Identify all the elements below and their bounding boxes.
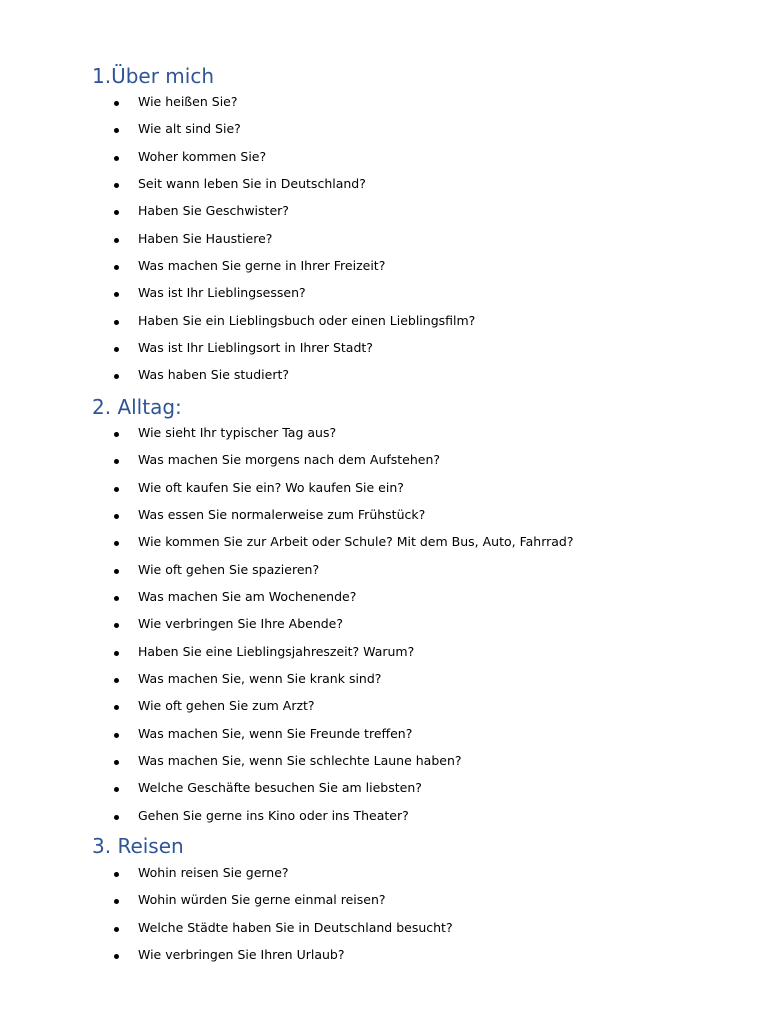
question-text: Wohin reisen Sie gerne? xyxy=(138,865,289,880)
bullet-icon xyxy=(114,374,119,379)
bullet-icon xyxy=(114,347,119,352)
bullet-icon xyxy=(114,320,119,325)
question-text: Welche Geschäfte besuchen Sie am liebsten? xyxy=(138,780,422,796)
question-text: Was essen Sie normalerweise zum Frühstück? xyxy=(138,507,426,523)
question-list xyxy=(92,425,732,839)
bullet-icon xyxy=(114,927,119,932)
section-heading: 2. Alltag: xyxy=(92,395,182,419)
question-text: Was ist Ihr Lieblingsessen? xyxy=(138,285,306,301)
question-text: Wie oft gehen Sie zum Arzt? xyxy=(138,698,315,714)
bullet-icon xyxy=(114,487,119,492)
bullet-icon xyxy=(114,899,119,904)
bullet-icon xyxy=(114,156,119,161)
question-text: Wohin würden Sie gerne einmal reisen? xyxy=(138,892,386,908)
question-list xyxy=(92,865,732,978)
section-ueber-mich xyxy=(92,66,732,399)
list-item xyxy=(92,367,732,398)
question-text: Wie kommen Sie zur Arbeit oder Schule? Mit dem Bus, Auto, Fahrrad? xyxy=(138,534,574,550)
bullet-icon xyxy=(114,128,119,133)
question-text: Haben Sie Haustiere? xyxy=(138,230,273,246)
bullet-icon xyxy=(114,678,119,683)
question-text: Was machen Sie am Wochenende? xyxy=(138,589,357,605)
question-text: Wie oft kaufen Sie ein? Wo kaufen Sie ein? xyxy=(138,479,404,495)
section-alltag xyxy=(92,397,732,839)
bullet-icon xyxy=(114,787,119,792)
bullet-icon xyxy=(114,651,119,656)
question-text: Haben Sie ein Lieblingsbuch oder einen Lieblingsfilm? xyxy=(138,312,476,328)
bullet-icon xyxy=(114,815,119,820)
bullet-icon xyxy=(114,569,119,574)
question-text: Wie sieht Ihr typischer Tag aus? xyxy=(138,425,337,440)
question-text: Was machen Sie, wenn Sie krank sind? xyxy=(138,671,382,687)
question-text: Was machen Sie, wenn Sie Freunde treffen? xyxy=(138,725,413,741)
bullet-icon xyxy=(114,238,119,243)
bullet-icon xyxy=(114,733,119,738)
question-text: Was machen Sie morgens nach dem Aufstehen? xyxy=(138,452,441,468)
section-heading: 1.Über mich xyxy=(92,64,215,88)
question-text: Haben Sie Geschwister? xyxy=(138,203,289,219)
bullet-icon xyxy=(114,596,119,601)
bullet-icon xyxy=(114,459,119,464)
question-text: Seit wann leben Sie in Deutschland? xyxy=(138,176,366,192)
question-text: Gehen Sie gerne ins Kino oder ins Theater? xyxy=(138,807,409,823)
question-text: Was machen Sie gerne in Ihrer Freizeit? xyxy=(138,258,386,274)
bullet-icon xyxy=(114,292,119,297)
question-text: Was haben Sie studiert? xyxy=(138,367,289,383)
list-item xyxy=(92,947,732,978)
bullet-icon xyxy=(114,760,119,765)
bullet-icon xyxy=(114,265,119,270)
question-text: Welche Städte haben Sie in Deutschland besucht? xyxy=(138,919,453,935)
question-text: Woher kommen Sie? xyxy=(138,148,267,164)
question-text: Was ist Ihr Lieblingsort in Ihrer Stadt? xyxy=(138,340,373,356)
bullet-icon xyxy=(114,183,119,188)
bullet-icon xyxy=(114,954,119,959)
question-text: Wie oft gehen Sie spazieren? xyxy=(138,561,320,577)
bullet-icon xyxy=(114,432,119,437)
question-text: Wie verbringen Sie Ihren Urlaub? xyxy=(138,947,345,963)
section-reisen xyxy=(92,836,732,978)
question-list xyxy=(92,94,732,399)
question-text: Haben Sie eine Lieblingsjahreszeit? Warum? xyxy=(138,643,415,659)
bullet-icon xyxy=(114,623,119,628)
question-text: Was machen Sie, wenn Sie schlechte Laune haben? xyxy=(138,753,462,769)
question-text: Wie alt sind Sie? xyxy=(138,121,241,137)
section-heading: 3. Reisen xyxy=(92,834,184,858)
bullet-icon xyxy=(114,541,119,546)
question-text: Wie heißen Sie? xyxy=(138,94,238,109)
bullet-icon xyxy=(114,872,119,877)
question-text: Wie verbringen Sie Ihre Abende? xyxy=(138,616,344,632)
bullet-icon xyxy=(114,514,119,519)
bullet-icon xyxy=(114,705,119,710)
bullet-icon xyxy=(114,210,119,215)
bullet-icon xyxy=(114,101,119,106)
